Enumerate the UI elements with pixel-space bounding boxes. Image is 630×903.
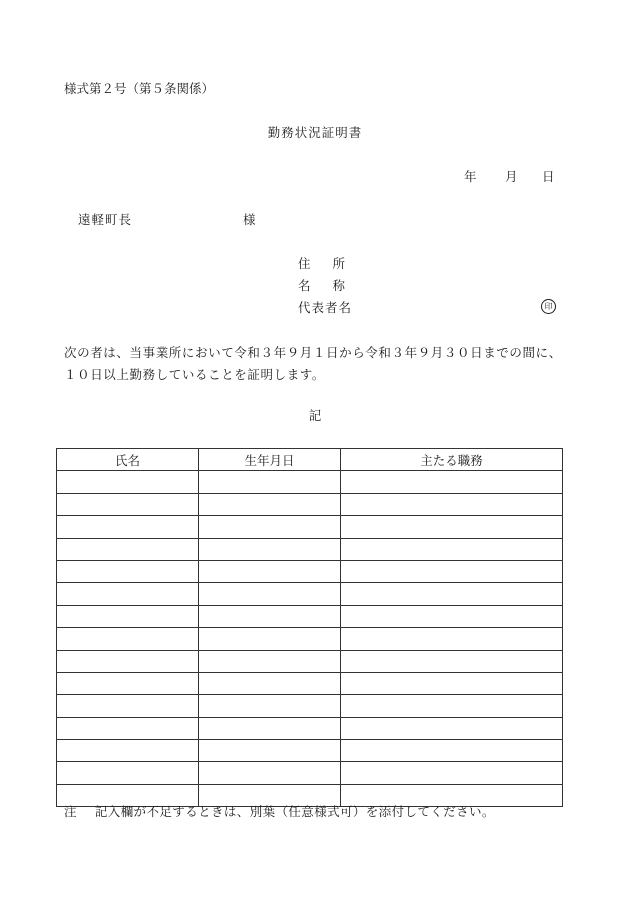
cell-main-duty[interactable] <box>341 695 563 717</box>
cell-main-duty[interactable] <box>341 493 563 515</box>
statement-line-1: 次の者は、当事業所において令和３年９月１日から令和３年９月３０日までの間に、 <box>64 345 562 360</box>
cell-main-duty[interactable] <box>341 650 563 672</box>
cell-main-duty[interactable] <box>341 538 563 560</box>
cell-name[interactable] <box>57 538 199 560</box>
table-row <box>57 560 563 582</box>
column-header-name: 氏名 <box>57 449 199 471</box>
issuer-address-label: 住所 <box>298 256 368 271</box>
table-header-row <box>57 449 563 471</box>
cell-birthdate[interactable] <box>199 672 341 694</box>
seal-icon: 印 <box>541 299 556 314</box>
footnote-text: 記入欄が不足するときは、別葉（任意様式可）を添付してください。 <box>94 804 495 819</box>
cell-birthdate[interactable] <box>199 695 341 717</box>
cell-main-duty[interactable] <box>341 516 563 538</box>
cell-name[interactable] <box>57 516 199 538</box>
date-year-label: 年 <box>464 169 477 184</box>
cell-name[interactable] <box>57 605 199 627</box>
addressee-honorific: 様 <box>243 212 256 227</box>
table-row <box>57 717 563 739</box>
table-row <box>57 762 563 784</box>
record-heading: 記 <box>308 408 322 423</box>
cell-birthdate[interactable] <box>199 650 341 672</box>
cell-birthdate[interactable] <box>199 538 341 560</box>
cell-name[interactable] <box>57 560 199 582</box>
cell-birthdate[interactable] <box>199 717 341 739</box>
table-row <box>57 695 563 717</box>
table-row <box>57 516 563 538</box>
cell-main-duty[interactable] <box>341 471 563 493</box>
cell-birthdate[interactable] <box>199 583 341 605</box>
cell-main-duty[interactable] <box>341 717 563 739</box>
cell-name[interactable] <box>57 650 199 672</box>
table-row <box>57 605 563 627</box>
cell-main-duty[interactable] <box>341 628 563 650</box>
cell-birthdate[interactable] <box>199 628 341 650</box>
cell-name[interactable] <box>57 740 199 762</box>
cell-name[interactable] <box>57 695 199 717</box>
issuer-representative-label: 代表者名 <box>298 300 353 315</box>
table-row <box>57 471 563 493</box>
cell-name[interactable] <box>57 672 199 694</box>
cell-name[interactable] <box>57 471 199 493</box>
column-header-birthdate: 生年月日 <box>199 449 341 471</box>
cell-main-duty[interactable] <box>341 740 563 762</box>
footnote-prefix: 注 <box>64 804 77 819</box>
cell-main-duty[interactable] <box>341 605 563 627</box>
table-row <box>57 740 563 762</box>
cell-birthdate[interactable] <box>199 740 341 762</box>
table-row <box>57 538 563 560</box>
cell-name[interactable] <box>57 628 199 650</box>
addressee-name: 遠軽町長 <box>78 212 133 227</box>
cell-name[interactable] <box>57 583 199 605</box>
table-row <box>57 672 563 694</box>
cell-name[interactable] <box>57 493 199 515</box>
cell-main-duty[interactable] <box>341 762 563 784</box>
table-row <box>57 628 563 650</box>
table-row <box>57 650 563 672</box>
cell-main-duty[interactable] <box>341 560 563 582</box>
table-row <box>57 583 563 605</box>
cell-main-duty[interactable] <box>341 672 563 694</box>
cell-name[interactable] <box>57 717 199 739</box>
cell-birthdate[interactable] <box>199 605 341 627</box>
staff-table <box>56 448 563 807</box>
footnote <box>64 804 495 820</box>
cell-birthdate[interactable] <box>199 516 341 538</box>
form-number: 様式第２号（第５条関係） <box>64 81 215 96</box>
date-month-label: 月 <box>505 169 518 184</box>
staff-table-body <box>57 471 563 807</box>
date-day-label: 日 <box>542 169 555 184</box>
statement-line-2: １０日以上勤務していることを証明します。 <box>64 367 326 382</box>
column-header-main-duty: 主たる職務 <box>341 449 563 471</box>
cell-birthdate[interactable] <box>199 762 341 784</box>
table-row <box>57 493 563 515</box>
cell-main-duty[interactable] <box>341 583 563 605</box>
page-title: 勤務状況証明書 <box>267 125 363 140</box>
cell-birthdate[interactable] <box>199 471 341 493</box>
cell-name[interactable] <box>57 762 199 784</box>
issuer-name-label: 名称 <box>298 278 368 293</box>
cell-birthdate[interactable] <box>199 493 341 515</box>
cell-birthdate[interactable] <box>199 560 341 582</box>
